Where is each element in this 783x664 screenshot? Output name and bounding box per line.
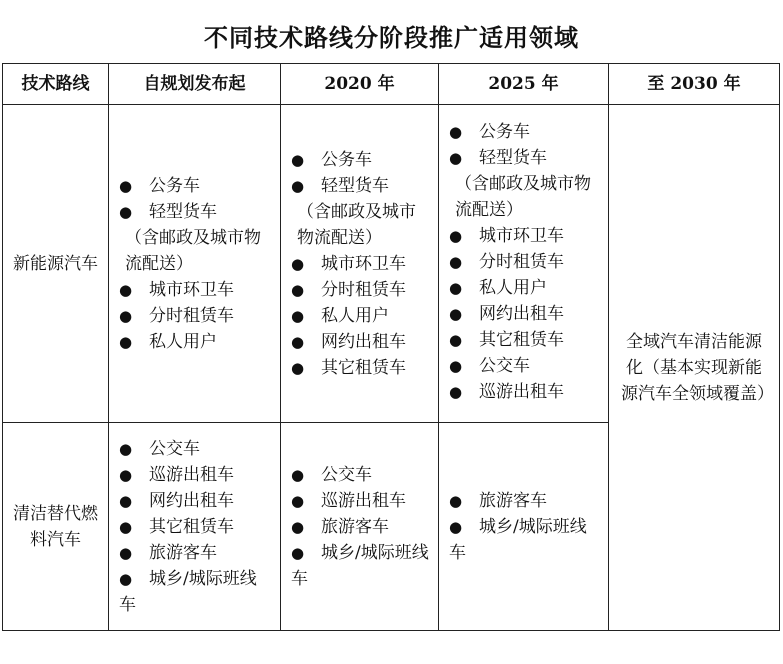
policy-table — [2, 63, 780, 631]
list-item — [291, 199, 430, 251]
list-item-text: （含邮政及城市物流配送） — [125, 227, 261, 274]
bullet-icon: ● — [291, 491, 305, 510]
list-item-text: 轻型货车 — [479, 148, 547, 168]
list-item-text: 城市环卫车 — [321, 253, 406, 274]
list-item-text: 公务车 — [149, 175, 200, 196]
bullet-icon: ● — [291, 150, 305, 169]
list-item-text: 轻型货车 — [149, 201, 217, 222]
list-item-text: 公交车 — [149, 438, 200, 459]
list-item — [119, 329, 272, 355]
list-item-text: 城市环卫车 — [149, 279, 234, 300]
header-2020: 2020 年 — [281, 64, 439, 105]
list-item-text: 网约出租车 — [321, 331, 406, 352]
bullet-icon: ● — [119, 306, 133, 325]
bullet-icon: ● — [449, 123, 463, 141]
list-item — [119, 303, 272, 329]
list-item — [119, 566, 272, 618]
cell-ne-since — [109, 105, 281, 423]
header-2025: 2025 年 — [439, 64, 609, 105]
list-item-text: 公交车 — [479, 356, 530, 376]
list-item-text: 旅游客车 — [149, 542, 217, 563]
list-item-text: 公交车 — [321, 464, 372, 485]
list-item-text: （含邮政及城市物流配送） — [455, 174, 591, 220]
list-item — [119, 199, 272, 225]
list-item-text: 其它租赁车 — [149, 516, 234, 537]
list-item — [119, 225, 272, 277]
bullet-icon: ● — [119, 543, 133, 562]
list-item — [119, 462, 272, 488]
list-item — [291, 514, 430, 540]
bullet-icon: ● — [449, 331, 463, 349]
bullet-icon: ● — [119, 332, 133, 351]
header-route: 技术路线 — [3, 64, 109, 105]
list-item — [449, 275, 600, 301]
row-label-new-energy: 新能源汽车 — [3, 105, 109, 423]
list-item — [291, 329, 430, 355]
bullet-icon: ● — [119, 517, 133, 536]
row-label-clean-fuel: 清洁替代燃料汽车 — [3, 423, 109, 631]
list-item-text: （含邮政及城市物流配送） — [297, 201, 416, 248]
list-item — [449, 353, 600, 379]
list-item — [119, 277, 272, 303]
bullet-icon: ● — [119, 465, 133, 484]
list-item-text: 城乡/城际班线车 — [119, 568, 257, 615]
list-item-text: 巡游出租车 — [149, 464, 234, 485]
list-item — [291, 462, 430, 488]
list-item — [449, 145, 600, 171]
list-item — [449, 488, 600, 514]
cell-cf-2025 — [439, 423, 609, 631]
list-item — [291, 355, 430, 381]
list-item — [449, 379, 600, 405]
header-since-release: 自规划发布起 — [109, 64, 281, 105]
list-item-text: 分时租赁车 — [479, 252, 564, 272]
bullet-icon: ● — [119, 569, 133, 588]
list-item — [119, 436, 272, 462]
bullet-icon: ● — [291, 280, 305, 299]
list-item — [291, 488, 430, 514]
list-item-text: 公务车 — [479, 122, 530, 142]
list-item — [291, 540, 430, 592]
row-new-energy — [3, 105, 780, 423]
header-row — [3, 64, 780, 105]
list-item-text: 其它租赁车 — [321, 357, 406, 378]
list-item-text: 旅游客车 — [479, 490, 547, 511]
cell-ne-2020 — [281, 105, 439, 423]
list-item — [449, 223, 600, 249]
bullet-icon: ● — [449, 149, 463, 167]
bullet-icon: ● — [291, 465, 305, 484]
bullet-icon: ● — [449, 253, 463, 271]
header-2030: 至 2030 年 — [609, 64, 780, 105]
bullet-icon: ● — [119, 491, 133, 510]
bullet-icon: ● — [449, 305, 463, 323]
bullet-icon: ● — [291, 176, 305, 195]
list-item — [449, 514, 600, 566]
list-item-text: 城乡/城际班线车 — [449, 516, 587, 563]
list-item — [119, 173, 272, 199]
bullet-icon: ● — [449, 227, 463, 245]
page-title: 不同技术路线分阶段推广适用领域 — [204, 24, 579, 52]
bullet-icon: ● — [291, 306, 305, 325]
bullet-icon: ● — [449, 517, 463, 536]
list-item — [291, 251, 430, 277]
list-item-text: 分时租赁车 — [149, 305, 234, 326]
list-item-text: 其它租赁车 — [479, 330, 564, 350]
list-item — [449, 171, 600, 223]
bullet-icon: ● — [119, 439, 133, 458]
list-item — [119, 514, 272, 540]
list-item-text: 城市环卫车 — [479, 226, 564, 246]
bullet-icon: ● — [449, 491, 463, 510]
list-item-text: 城乡/城际班线车 — [291, 542, 429, 589]
list-item-text: 巡游出租车 — [321, 490, 406, 511]
list-item-text: 私人用户 — [149, 331, 217, 352]
list-item-text: 网约出租车 — [149, 490, 234, 511]
list-item — [119, 488, 272, 514]
cell-ne-2025 — [439, 105, 609, 423]
list-item — [449, 327, 600, 353]
bullet-icon: ● — [291, 517, 305, 536]
list-item-text: 私人用户 — [479, 278, 547, 298]
bullet-icon: ● — [291, 254, 305, 273]
list-item-text: 私人用户 — [321, 305, 389, 326]
bullet-icon: ● — [291, 358, 305, 377]
list-item-text: 旅游客车 — [321, 516, 389, 537]
bullet-icon: ● — [119, 280, 133, 299]
bullet-icon: ● — [449, 357, 463, 375]
cell-cf-2020 — [281, 423, 439, 631]
bullet-icon: ● — [119, 176, 133, 195]
bullet-icon: ● — [291, 543, 305, 562]
bullet-icon: ● — [119, 202, 133, 221]
list-item — [291, 277, 430, 303]
cell-2030: 全域汽车清洁能源化（基本实现新能源汽车全领域覆盖） — [609, 105, 780, 631]
list-item — [449, 119, 600, 145]
list-item — [119, 540, 272, 566]
bullet-icon: ● — [291, 332, 305, 351]
list-item — [449, 249, 600, 275]
list-item-text: 轻型货车 — [321, 175, 389, 196]
list-item-text: 巡游出租车 — [479, 382, 564, 402]
list-item — [291, 173, 430, 199]
cell-cf-since — [109, 423, 281, 631]
list-item-text: 分时租赁车 — [321, 279, 406, 300]
list-item — [291, 147, 430, 173]
list-item-text: 网约出租车 — [479, 304, 564, 324]
list-item — [449, 301, 600, 327]
bullet-icon: ● — [449, 383, 463, 401]
bullet-icon: ● — [449, 279, 463, 297]
list-item-text: 公务车 — [321, 149, 372, 170]
list-item — [291, 303, 430, 329]
